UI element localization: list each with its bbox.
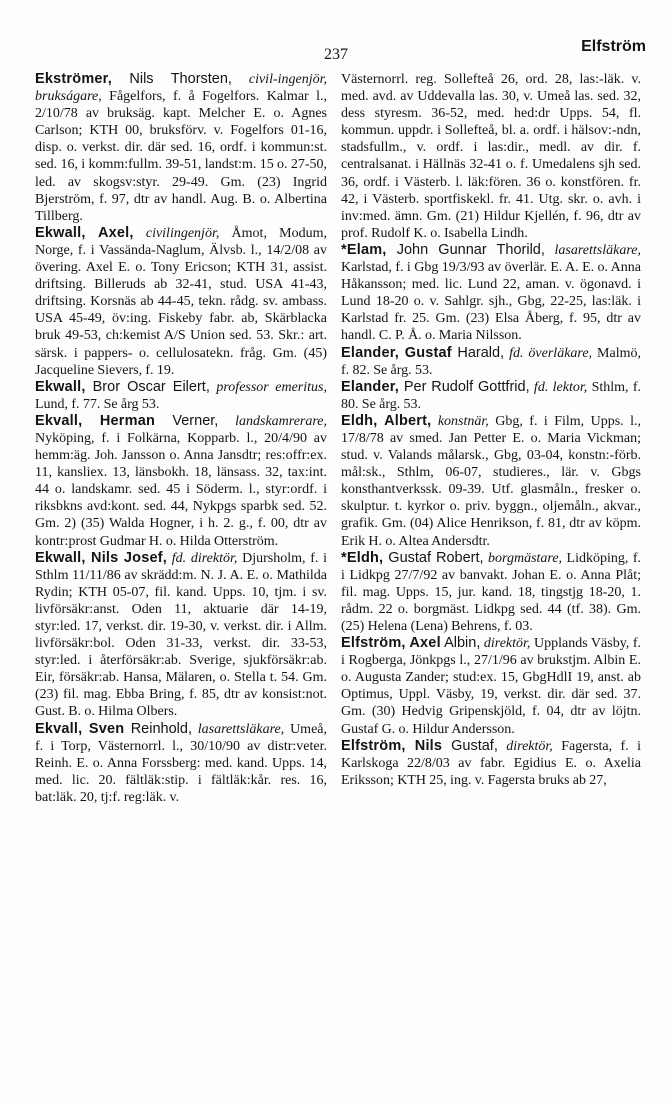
entry-title: lasarettsläkare, <box>191 721 285 737</box>
entry-text: Umeå, f. i Torp, Västernorrl. l., 30/10/90 av distr:veter. Reinh. E. o. Anna Forssberg: med. kand. Upps. 14, med. lic. 20. fältläk:stip. i fältläk:kår. res. 16, bat:läk. 20, tj:f. reg:läk. v. <box>35 721 327 805</box>
biography-entry <box>35 550 327 721</box>
entry-text: Djursholm, f. i Sthlm 11/11/86 av skrädd:m. N. J. A. E. o. Mathilda Rydin; KTH 05-07, fil. kand. Upps. 10, tjm. i sv. livförsäkr:anst. Oden 11, aktuarie där 14-19, styr:led. 17, verkst. dir. 19-30, v. verkst. dir. i Allm. livförsäkr:bol. Oden 31-33, verkst. dir. 33-53, styr:led. i återförsäkr:ab. Sverige, sjukförsäkr:ab. Eir, försäkr:ab. Hansa, Mälaren, o. Stella t. 54. Gm. (23) fil. mag. Ebba Bring, f. 85, dtr av konsist:not. Gust. B. o. Hilma Olbers. <box>35 550 328 720</box>
entry-name-rest: Nils Thorsten, <box>111 71 232 87</box>
entry-name-rest: John Gunnar Thorild, <box>386 241 545 258</box>
biography-entry <box>35 71 327 225</box>
entry-name: Elfström, Nils <box>341 737 443 754</box>
entry-title: fd. överläkare, <box>504 345 593 361</box>
entry-name: Ekvall, Herman <box>35 412 156 429</box>
entry-name-rest: Albin, <box>440 635 481 652</box>
entry-text: Åmot, Modum, Norge, f. i Vassända-Naglum, Älvsb. l., 14/2/08 av övering. Axel E. o. Tony Ericson; KTH 31, assist. driftsing. Billeruds ab 32-41, stud. USA 41-43, driftsing. Korsnäs ab 44-45, tekn. rådg. sv. ambass. USA 45-49, öv:ing. Fiskeby fabr. ab, Skärblacka bruk 49-53, ch:kemist A/S Union sed. 53. Skr.: art. särsk. i pappers- o. cellulosatekn. fråg. Gm. (45) Jacqueline Sievers, f. 19. <box>35 225 327 378</box>
entry-text: Nyköping, f. i Folkärna, Kopparb. l., 20/4/90 av hemm:äg. Joh. Jansson o. Anna Jansdtr; res:offr:ex. 11, kansliex. 13, länsbokh. 18, länsass. 32, tax:int. 44 o. landskamr. sed. 45 i Söderm. l., styr:ordf. i riksbkns avd:kont. sed. 44, Nykpgs sparbk sed. 52. Gm. 2) (35) Walda Hogner, i h. 2. g., f. 00, dtr av kontr:prost Gudmar H. o. Hilda Otterström. <box>35 430 327 549</box>
entry-text: Fågelfors, f. å Fogelfors. Kalmar l., 2/10/78 av bruksäg. kapt. Melcher E. o. Agnes Carlson; KTH 00, bruksförv. v. Fogelfors 01-16, disp. o. verkst. dir. där sed. 16, ordf. i kommun:st. sed. 16, i komm:fullm. 39-51, landst:m. 15 o. 27-50, led. av skogsv:styr. 29-49. Gm. (23) Ingrid Bjerström, f. 97, dtr av handl. Aug. B. o. Albertina Tillberg. <box>35 89 327 224</box>
entry-text: Västernorrl. reg. Sollefteå 26, ord. 28, las:-läk. v. med. avd. av Uddevalla las. 30, v. Umeå las. sed. 32, dess styresm. 36-52, med. hed:dr Upps. 54, fl. kommun. uppdr. i Sollefteå, bl. a. ordf. i hälsov:-ndn, stadsfullm., v. ordf. i las:dir., medl. av dir. f. centralsanat. i Hällnäs 32-41 o. f. Umedalens sjh sed. 36, ordf. i Västerb. l. läk:fören. 36 o. konstfören. fr. 42, i Västerb. sportfiskekl. fr. 41. Utg. skr. o. avh. i inv:med. ämn. Gm. (21) Hildur Kjellén, f. 96, dtr av prof. Rudolf K. o. Isabella Lindh. <box>341 72 641 241</box>
entry-text: Karlstad, f. i Gbg 19/3/93 av överlär. E. A. E. o. Anna Håkansson; med. lic. Lund 22, aman. v. ögonavd. i Lund 18-20 o. v. Sahlgr. sjh., Gbg, 22-25, las:läk. i Karlstad fr. 25. Gm. (23) Elsa Åberg, f. 95, dtr av handl. C. P. Å. o. Maria Nilsson. <box>341 260 641 344</box>
entry-text: Malmö, f. 82. Se årg. 53. <box>341 345 641 378</box>
biography-entry <box>341 345 641 379</box>
entry-title: borgmästare, <box>483 550 563 566</box>
entry-title: konstnär, <box>431 413 489 429</box>
biography-entry <box>341 550 641 635</box>
biography-entry <box>341 71 641 242</box>
entry-name: Elfström, Axel <box>341 635 441 652</box>
entry-name-rest: Gustaf Robert, <box>383 549 484 566</box>
entry-name-rest: Per Rudolf Gottfrid, <box>399 378 530 395</box>
entry-name-rest: Harald, <box>451 344 505 361</box>
biography-entry <box>341 242 641 345</box>
biography-entry <box>35 225 327 379</box>
entry-title: civil-ingenjör, brukságare, <box>35 72 328 105</box>
entry-text: Sthlm, f. 80. Se årg. 53. <box>341 379 642 412</box>
entry-name: *Eldh, <box>341 549 384 566</box>
entry-text: Fagersta, f. i Karlskoga 22/8/03 av fabr. Egidius E. o. Axelia Eriksson; KTH 25, ing. v. Fagersta bruks ab 27, <box>341 738 641 788</box>
left-column <box>35 71 327 806</box>
entry-name-rest: Gustaf, <box>442 737 498 754</box>
entry-name: Eldh, Albert, <box>341 412 432 429</box>
entry-name: Ekströmer, <box>35 71 112 87</box>
entry-text: Gbg, f. i Film, Upps. l., 17/8/78 av smed. Jan Petter E. o. Maria Vickman; stud. v. Valands målarsk., Gbg, 03-04, konstn:-förb. mål:sk., Sthlm, 06-07, studieres., lär. v. Gbgs konsthantverkssk. 09-39. Utf. glasmåln., fresker o. skulptur. t. kyrkor o. priv. byggn., oljemåln., akvar., grafik. Gm. (04) Alice Henrikson, f. 81, dtr av köpm. Erik H. o. Altea Andersdtr. <box>341 413 641 549</box>
biography-entry <box>35 721 327 806</box>
entry-title: lasarettsläkare, <box>544 242 641 258</box>
entry-name: Ekwall, Axel, <box>35 224 134 241</box>
entry-name: Ekwall, Nils Josef, <box>35 549 167 566</box>
page-number: 237 <box>324 46 348 63</box>
entry-name: *Elam, <box>341 241 387 258</box>
biography-entry <box>341 413 641 550</box>
biography-entry <box>341 379 641 413</box>
running-head: Elfström <box>581 38 646 55</box>
entry-name-rest: Verner, <box>155 412 219 429</box>
entry-name: Elander, <box>341 378 400 395</box>
entry-text: Lidköping, f. i Lidkpg 27/7/92 av banvakt. Johan E. o. Anna Plåt; fil. mag. Upps. 15, jur. kand. 18, tingstjg 18-20, 1. rådm. 22 o. borgmäst. Lidkpg sed. 44 (tf. 38). Gm. (25) Helena (Lena) Behrens, f. 03. <box>341 550 641 634</box>
entry-text: Upplands Väsby, f. i Rogberga, Jönkpgs l., 27/1/96 av brukstjm. Albin E. o. Augusta Zander; stud:ex. 15, GbgHdlI 19, anst. ab Optimus, Uppl. Väsby, 19, verkst. dir. där sed. 37. Gm. (30) Hedvig Gripenskjöld, f. 04, dtr av löjtn. Gustaf G. o. Hildur Andersson. <box>341 636 641 737</box>
entry-title: civilingenjör, <box>133 225 220 241</box>
biography-entry <box>341 738 641 789</box>
entry-name: Elander, Gustaf <box>341 344 452 361</box>
biography-entry <box>341 635 641 738</box>
entry-title: direktör, <box>480 636 531 652</box>
entry-title: landskamrerare, <box>218 413 328 429</box>
entry-name-rest: Bror Oscar Eilert, <box>85 378 210 395</box>
right-column <box>341 71 641 789</box>
entry-name: Ekvall, Sven <box>35 720 125 737</box>
entry-title: fd. lektor, <box>529 379 588 395</box>
biography-entry <box>35 413 327 550</box>
entry-name: Ekwall, <box>35 378 86 395</box>
entry-name-rest: Reinhold, <box>124 720 192 737</box>
biography-entry <box>35 379 327 413</box>
entry-text: Lund, f. 77. Se årg 53. <box>35 396 160 412</box>
entry-title: fd. direktör, <box>166 550 238 566</box>
entry-title: direktör, <box>497 738 553 754</box>
entry-title: professor emeritus, <box>209 379 327 395</box>
